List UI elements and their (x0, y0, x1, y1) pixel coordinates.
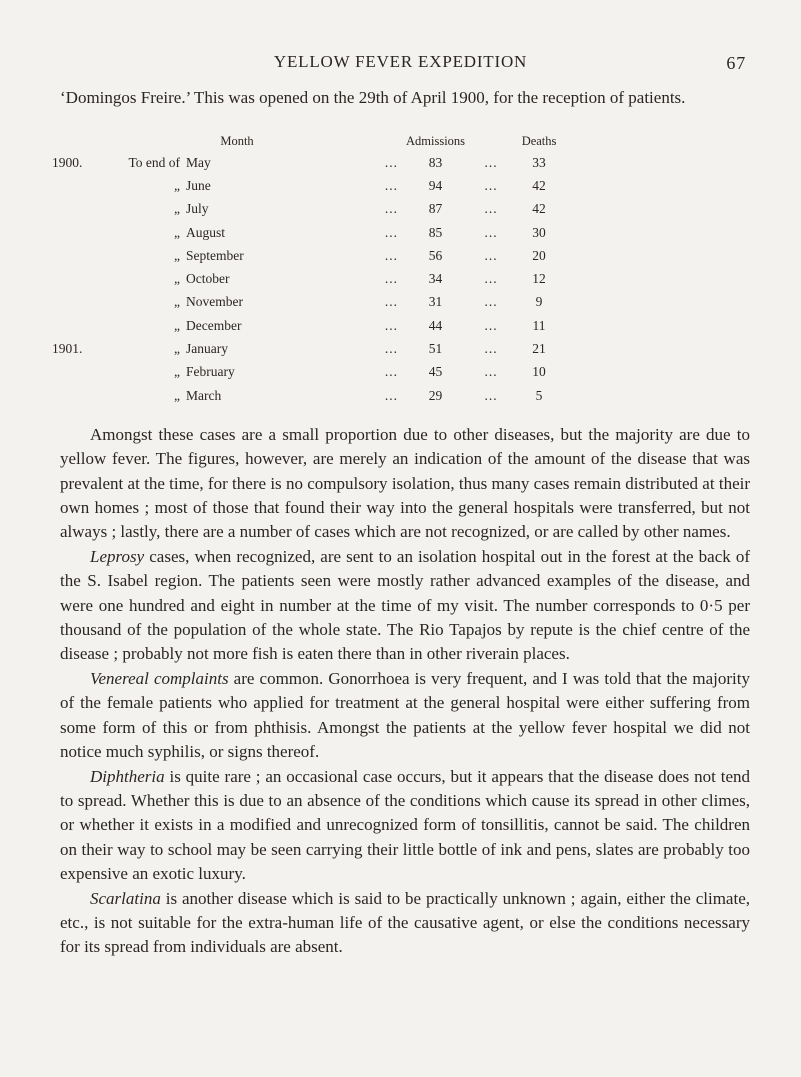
admissions-cell: 31 (428, 294, 443, 310)
deaths-cell: 20 (532, 247, 546, 263)
month-cell: December (186, 317, 242, 333)
table-row (52, 337, 561, 360)
leader-dots: ... (484, 317, 498, 333)
deaths-cell: 10 (532, 364, 546, 380)
paragraph-text: cases, when recognized, are sent to an isolation hospital out in the forest at the back of the S. Isabel region. The patients seen were mostly rather advanced examples of the disease, and were one hundred and eight in number at the time of my visit. The number corresponds to 0·5 per thousand of the population of the whole state. The Rio Tapajos by repute is the chief centre of the disease ; probably not more fish is eaten there than in other riverain places. (60, 546, 750, 664)
prefix-cell: „ (174, 294, 180, 310)
month-cell: October (186, 271, 230, 287)
leader-dots: ... (384, 201, 398, 217)
deaths-cell: 30 (532, 224, 546, 240)
paragraph-lead-term: Scarlatina (90, 888, 161, 908)
paragraph-text: is quite rare ; an occasional case occurs, but it appears that the disease does not tend to spread. Whether this is due to an absence of the conditions which cause its spread in other climes, or whether it exists in a modified and unrecognized form of tonsillitis, cannot be said. The children on their way to school may be seen carrying their little bottle of ink and pens, slates are probably too expensive an exotic luxury. (60, 766, 750, 883)
leader-dots: ... (384, 271, 398, 287)
leader-dots: ... (484, 364, 498, 380)
table-row (52, 198, 561, 221)
month-cell: June (186, 177, 211, 193)
table-row (52, 314, 561, 337)
prefix-cell: To end of (128, 154, 180, 170)
paragraph-text: are common. Gonorrhoea is very frequent, and I was told that the majority of the female patients who applied for treatment at the general hospital were either suffering from some form of this or from phthisis. Amongst the patients at the yellow fever hospital we did not notice much syphilis, or signs thereof. (60, 668, 750, 761)
year-cell (52, 314, 104, 337)
table-row (52, 291, 561, 314)
month-cell: January (186, 341, 228, 357)
table-row (52, 267, 561, 290)
paragraph-lead-term: Venereal complaints (90, 668, 229, 688)
leader-dots: ... (484, 177, 498, 193)
admissions-cell: 94 (428, 177, 443, 193)
admissions-cell: 56 (428, 247, 443, 263)
year-cell (52, 244, 104, 267)
leader-dots: ... (484, 201, 498, 217)
month-cell: November (186, 294, 243, 310)
leader-dots: ... (484, 271, 498, 287)
table-row (52, 384, 561, 407)
year-cell: 1901. (52, 341, 83, 357)
leader-dots: ... (484, 154, 498, 170)
column-header-admissions: Admissions (406, 133, 466, 148)
leader-dots: ... (384, 224, 398, 240)
leader-dots: ... (384, 341, 398, 357)
table-header-row (52, 131, 561, 151)
admissions-cell: 29 (428, 387, 443, 403)
table-row (52, 361, 561, 384)
leader-dots: ... (484, 294, 498, 310)
leader-dots: ... (384, 317, 398, 333)
leader-dots: ... (384, 294, 398, 310)
admissions-deaths-table (52, 131, 561, 407)
month-cell: February (186, 364, 235, 380)
deaths-cell: 42 (532, 201, 546, 217)
prefix-cell: „ (174, 364, 180, 380)
year-cell (52, 291, 104, 314)
body-text (60, 423, 750, 960)
running-title: YELLOW FEVER EXPEDITION (273, 52, 528, 71)
prefix-cell: „ (174, 317, 180, 333)
month-cell: July (186, 201, 209, 217)
body-paragraph (60, 423, 750, 544)
deaths-cell: 11 (532, 317, 546, 333)
body-paragraph (60, 545, 750, 666)
body-paragraph (60, 887, 750, 960)
table-row (52, 151, 561, 174)
prefix-cell: „ (174, 387, 180, 403)
leader-dots: ... (484, 341, 498, 357)
admissions-cell: 83 (428, 154, 443, 170)
table-row (52, 221, 561, 244)
paragraph-lead-term: Leprosy (90, 546, 145, 566)
leader-dots: ... (384, 177, 398, 193)
deaths-cell: 5 (535, 387, 543, 403)
year-cell (52, 198, 104, 221)
admissions-cell: 87 (428, 201, 443, 217)
leader-dots: ... (384, 387, 398, 403)
admissions-cell: 45 (428, 364, 443, 380)
year-cell (52, 267, 104, 290)
deaths-cell: 33 (532, 154, 546, 170)
deaths-cell: 42 (532, 177, 546, 193)
year-cell (52, 361, 104, 384)
prefix-cell: „ (174, 271, 180, 287)
leader-dots: ... (484, 387, 498, 403)
year-cell (52, 174, 104, 197)
month-cell: September (186, 247, 244, 263)
table-row (52, 174, 561, 197)
month-cell: March (186, 387, 222, 403)
column-header-deaths: Deaths (521, 133, 557, 148)
prefix-cell: „ (174, 177, 180, 193)
page-number: 67 (726, 53, 746, 73)
month-cell: May (186, 154, 211, 170)
leader-dots: ... (384, 364, 398, 380)
deaths-cell: 9 (535, 294, 543, 310)
admissions-cell: 51 (428, 341, 443, 357)
month-cell: August (186, 224, 226, 240)
paragraph-text: Amongst these cases are a small proportion due to other diseases, but the majority are due to yellow fever. The figures, however, are merely an indication of the amount of the disease that was prevalent at the time, for there is no compulsory isolation, thus many cases remain distributed at their own homes ; most of those that found their way into the general hospitals were transferred, but not always ; lastly, there are a number of cases which are not recognized, or are called by other names. (60, 425, 750, 542)
deaths-cell: 12 (532, 271, 546, 287)
admissions-cell: 85 (428, 224, 443, 240)
deaths-cell: 21 (532, 341, 546, 357)
body-paragraph (60, 765, 750, 886)
admissions-cell: 34 (428, 271, 443, 287)
year-cell (52, 384, 104, 407)
prefix-cell: „ (174, 341, 180, 357)
intro-paragraph: ‘Domingos Freire.’ This was opened on the 29th of April 1900, for the reception of patients. (60, 88, 686, 107)
leader-dots: ... (384, 247, 398, 263)
prefix-cell: „ (174, 224, 180, 240)
body-paragraph (60, 667, 750, 764)
leader-dots: ... (484, 247, 498, 263)
leader-dots: ... (484, 224, 498, 240)
year-cell: 1900. (52, 154, 83, 170)
prefix-cell: „ (174, 247, 180, 263)
admissions-cell: 44 (428, 317, 443, 333)
paragraph-text: is another disease which is said to be practically unknown ; again, either the climate, etc., is not suitable for the extra-human life of the causative agent, or else the conditions necessary for its spread from individuals are absent. (60, 888, 750, 957)
paragraph-lead-term: Diphtheria (90, 766, 165, 786)
year-cell (52, 221, 104, 244)
table-row (52, 244, 561, 267)
column-header-month: Month (220, 133, 254, 148)
prefix-cell: „ (174, 201, 180, 217)
leader-dots: ... (384, 154, 398, 170)
